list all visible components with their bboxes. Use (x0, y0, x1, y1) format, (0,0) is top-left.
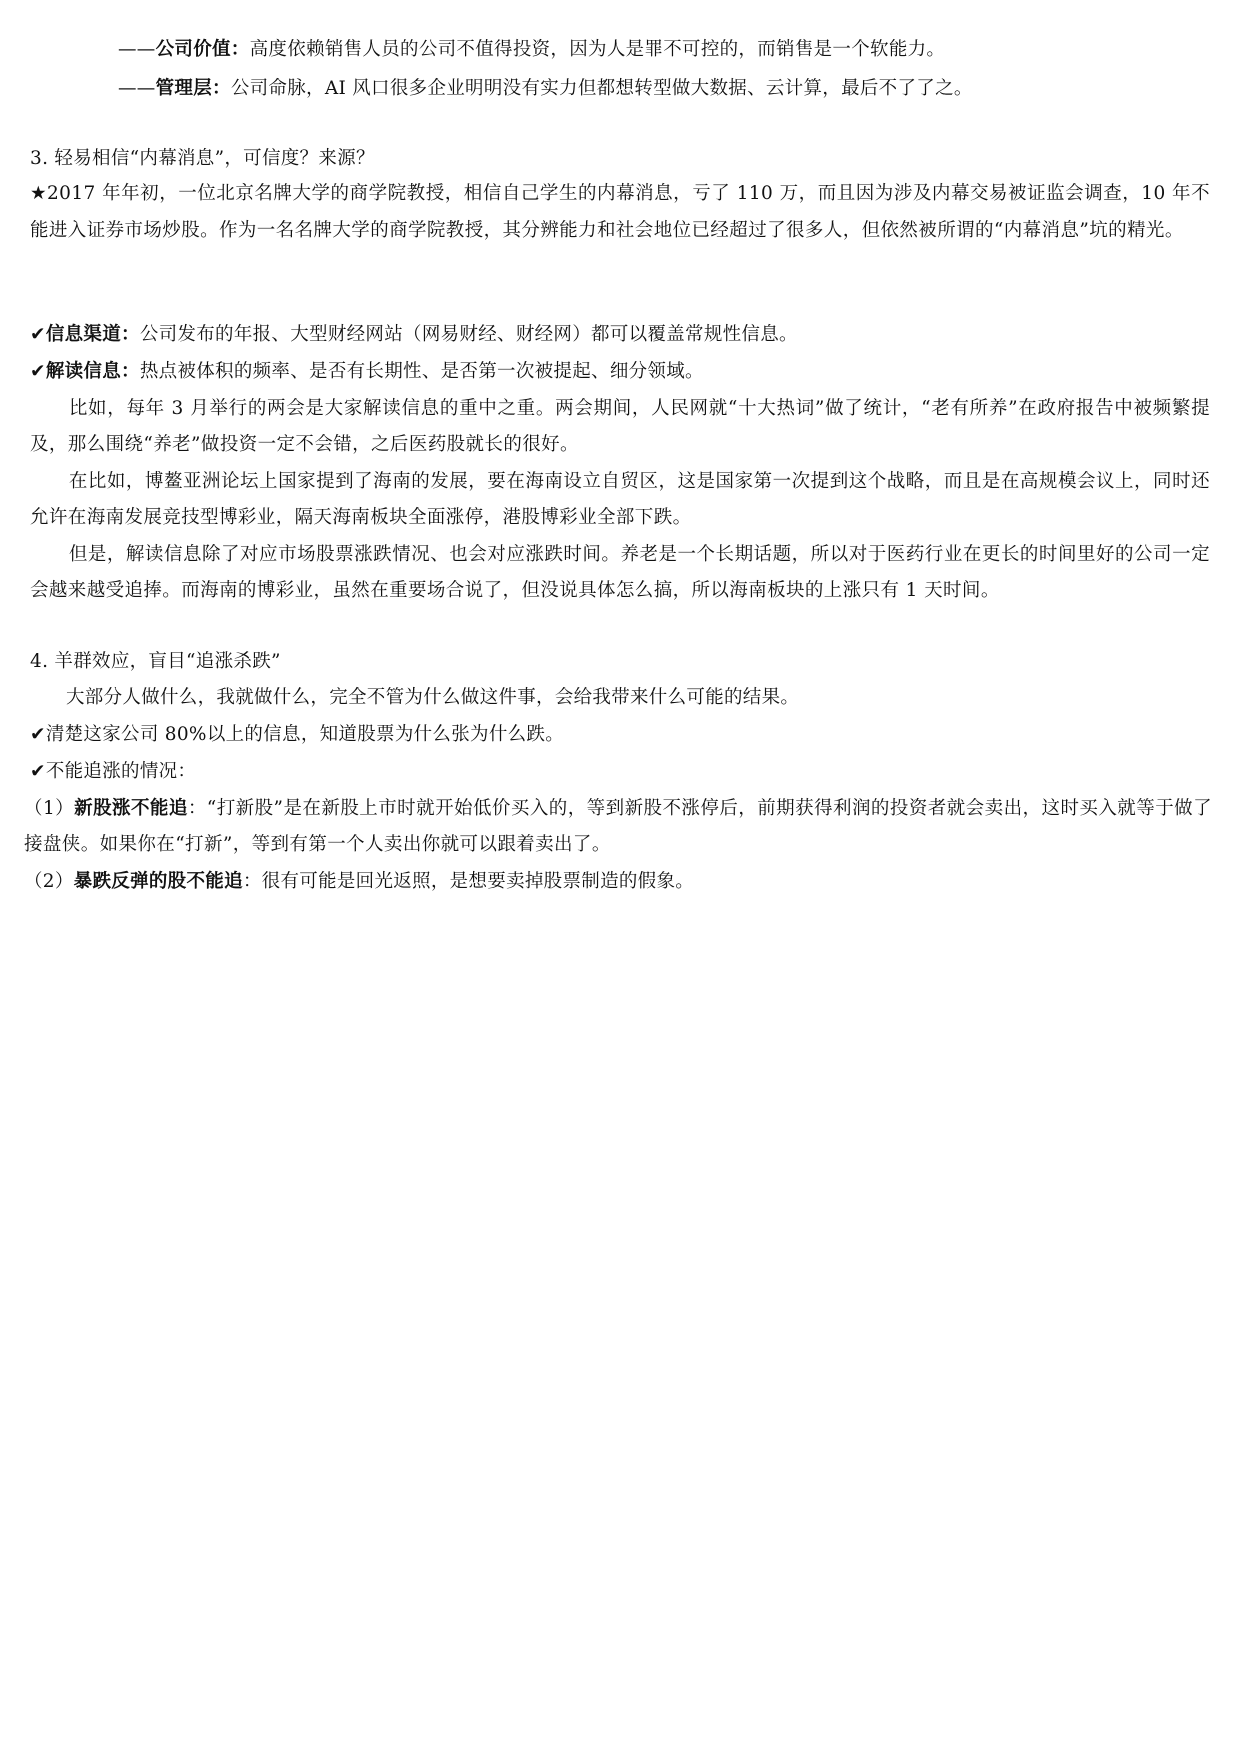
checkmark-icon: ✔ (30, 361, 46, 382)
term-management: 管理层： (155, 78, 231, 99)
case-text: ：“打新股”是在新股上市时就开始低价买入的，等到新股不涨停后，前期获得利润的投资者就会卖出，这时买入就等于做了接盘侠。如果你在“打新”，等到有第一个人卖出你就可以跟着卖出了。 (24, 798, 1212, 855)
term-company-value: 公司价值： (155, 39, 250, 60)
checkmark-icon: ✔ (30, 724, 46, 745)
item-text: 公司发布的年报、大型财经网站（网易财经、财经网）都可以覆盖常规性信息。 (139, 324, 798, 345)
dash-prefix: —— (118, 78, 156, 99)
dash-prefix: —— (118, 39, 156, 60)
item-text: 清楚这家公司 80%以上的信息，知道股票为什么张为什么跌。 (45, 724, 565, 745)
paragraph-two-sessions: 比如，每年 3 月举行的两会是大家解读信息的重中之重。两会期间，人民网就“十大热词”做了统计，“老有所养”在政府报告中被频繁提及，那么围绕“养老”做投资一定不会错，之后医药股就长的很好。 (30, 398, 1210, 455)
section-3-case-paragraph (30, 175, 1210, 249)
intro-item-management (118, 72, 1240, 106)
case-text: 2017 年年初，一位北京名牌大学的商学院教授，相信自己学生的内幕消息，亏了 110 万，而且因为涉及内幕交易被证监会调查，10 年不能进入证券市场炒股。作为一名名牌大学的商学院教授，其分辨能力和社会地位已经超过了很多人，但依然被所谓的“内幕消息”坑的精光。 (30, 183, 1210, 241)
case-new-stock (24, 791, 1212, 863)
term-info-channel: 信息渠道： (45, 324, 140, 345)
section-4-heading: 4. 羊群效应，盲目“追涨杀跌” (30, 651, 281, 672)
paragraph-boao-forum: 在比如，博鳌亚洲论坛上国家提到了海南的发展，要在海南设立自贸区，这是国家第一次提到这个战略，而且是在高规模会议上，同时还允许在海南发展竞技型博彩业，隔天海南板块全面涨停，港股博彩业全部下跌。 (30, 471, 1210, 528)
section-3-heading: 3. 轻易相信“内幕消息”，可信度？来源？ (30, 148, 375, 169)
term-rebound-stock: 暴跌反弹的股不能追 (73, 871, 243, 892)
case-text: ：很有可能是回光返照，是想要卖掉股票制造的假象。 (242, 871, 695, 892)
term-interpret-info: 解读信息： (45, 361, 140, 382)
paragraph-interpretation-timing: 但是，解读信息除了对应市场股票涨跌情况、也会对应涨跌时间。养老是一个长期话题，所以对于医药行业在更长的时间里好的公司一定会越来越受追捧。而海南的博彩业，虽然在重要场合说了，但没说具体怎么搞，所以海南板块的上涨只有 1 天时间。 (30, 544, 1210, 601)
case-number: （2） (24, 871, 74, 892)
check-item-no-chasing (30, 755, 1210, 789)
term-new-stock: 新股涨不能追 (74, 798, 188, 819)
check-item-interpret-info (30, 355, 1210, 389)
intro-item-company-value (118, 33, 1240, 67)
item-text: 不能追涨的情况： (45, 761, 197, 782)
item-text: 高度依赖销售人员的公司不值得投资，因为人是罪不可控的，而销售是一个软能力。 (249, 39, 946, 60)
item-text: 公司命脉，AI 风口很多企业明明没有实力但都想转型做大数据、云计算，最后不了了之。 (230, 78, 973, 99)
section-4-intro: 大部分人做什么，我就做什么，完全不管为什么做这件事，会给我带来什么可能的结果。 (66, 687, 800, 708)
item-text: 热点被体积的频率、是否有长期性、是否第一次被提起、细分领域。 (139, 361, 704, 382)
case-number: （1） (24, 798, 75, 819)
checkmark-icon: ✔ (30, 761, 46, 782)
check-item-info-channel (30, 318, 1210, 352)
check-item-know-company (30, 718, 1210, 752)
star-icon: ★ (30, 183, 47, 204)
case-rebound-stock (24, 865, 1204, 899)
checkmark-icon: ✔ (30, 324, 46, 345)
